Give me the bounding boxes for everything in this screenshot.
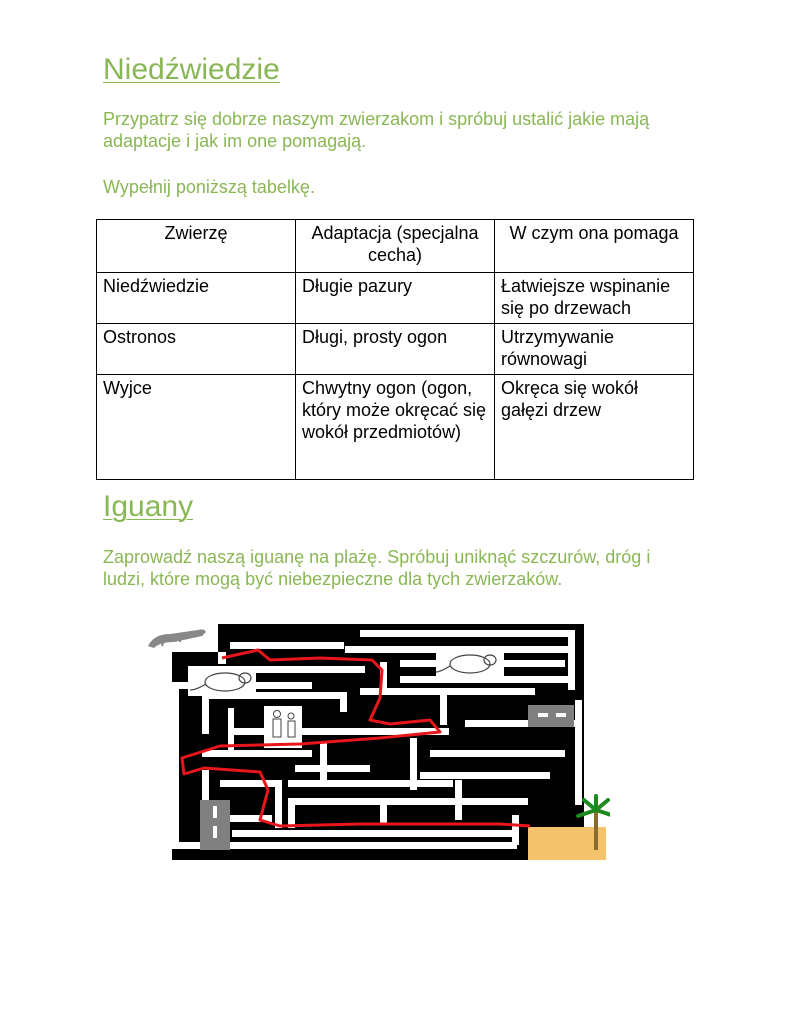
cell-adaptation: Chwytny ogon (ogon, który może okręcać się wokół przedmiotów) [296,375,495,480]
cell-benefit: Okręca się wokół gałęzi drzew [495,375,694,480]
road-icon [528,705,574,727]
rat-icon [436,648,504,676]
header-adaptation: Adaptacja (specjalna cecha) [296,220,495,273]
table-row [97,324,694,375]
bears-intro: Przypatrz się dobrze naszym zwierzakom i spróbuj ustalić jakie mają adaptacje i jak im one pomagają. [103,109,650,151]
road-icon [200,800,230,850]
cell-adaptation: Długie pazury [296,273,495,324]
cell-animal: Ostronos [97,324,296,375]
cell-adaptation: Długi, prosty ogon [296,324,495,375]
iguanas-intro: Zaprowadź naszą iguanę na plażę. Spróbuj uniknąć szczurów, dróg i ludzi, które mogą być niebezpieczne dla tych zwierzaków. [103,547,651,589]
cell-animal: Niedźwiedzie [97,273,296,324]
header-benefit: W czym ona pomaga [495,220,694,273]
heading-iguanas: Iguany [103,490,194,523]
heading-bears: Niedźwiedzie [103,53,280,86]
cell-benefit: Łatwiejsze wspinanie się po drzewach [495,273,694,324]
iguana-icon [148,629,206,648]
cell-benefit: Utrzymywanie równowagi [495,324,694,375]
table-row [97,375,694,480]
maze-puzzle[interactable] [140,620,610,865]
table-row [97,273,694,324]
table-header-row [97,220,694,273]
adaptation-table [96,219,694,480]
header-animal: Zwierzę [97,220,296,273]
cell-animal: Wyjce [97,375,296,480]
table-instruction: Wypełnij poniższą tabelkę. [103,177,315,197]
people-icon [264,706,302,748]
rat-icon [188,666,256,696]
